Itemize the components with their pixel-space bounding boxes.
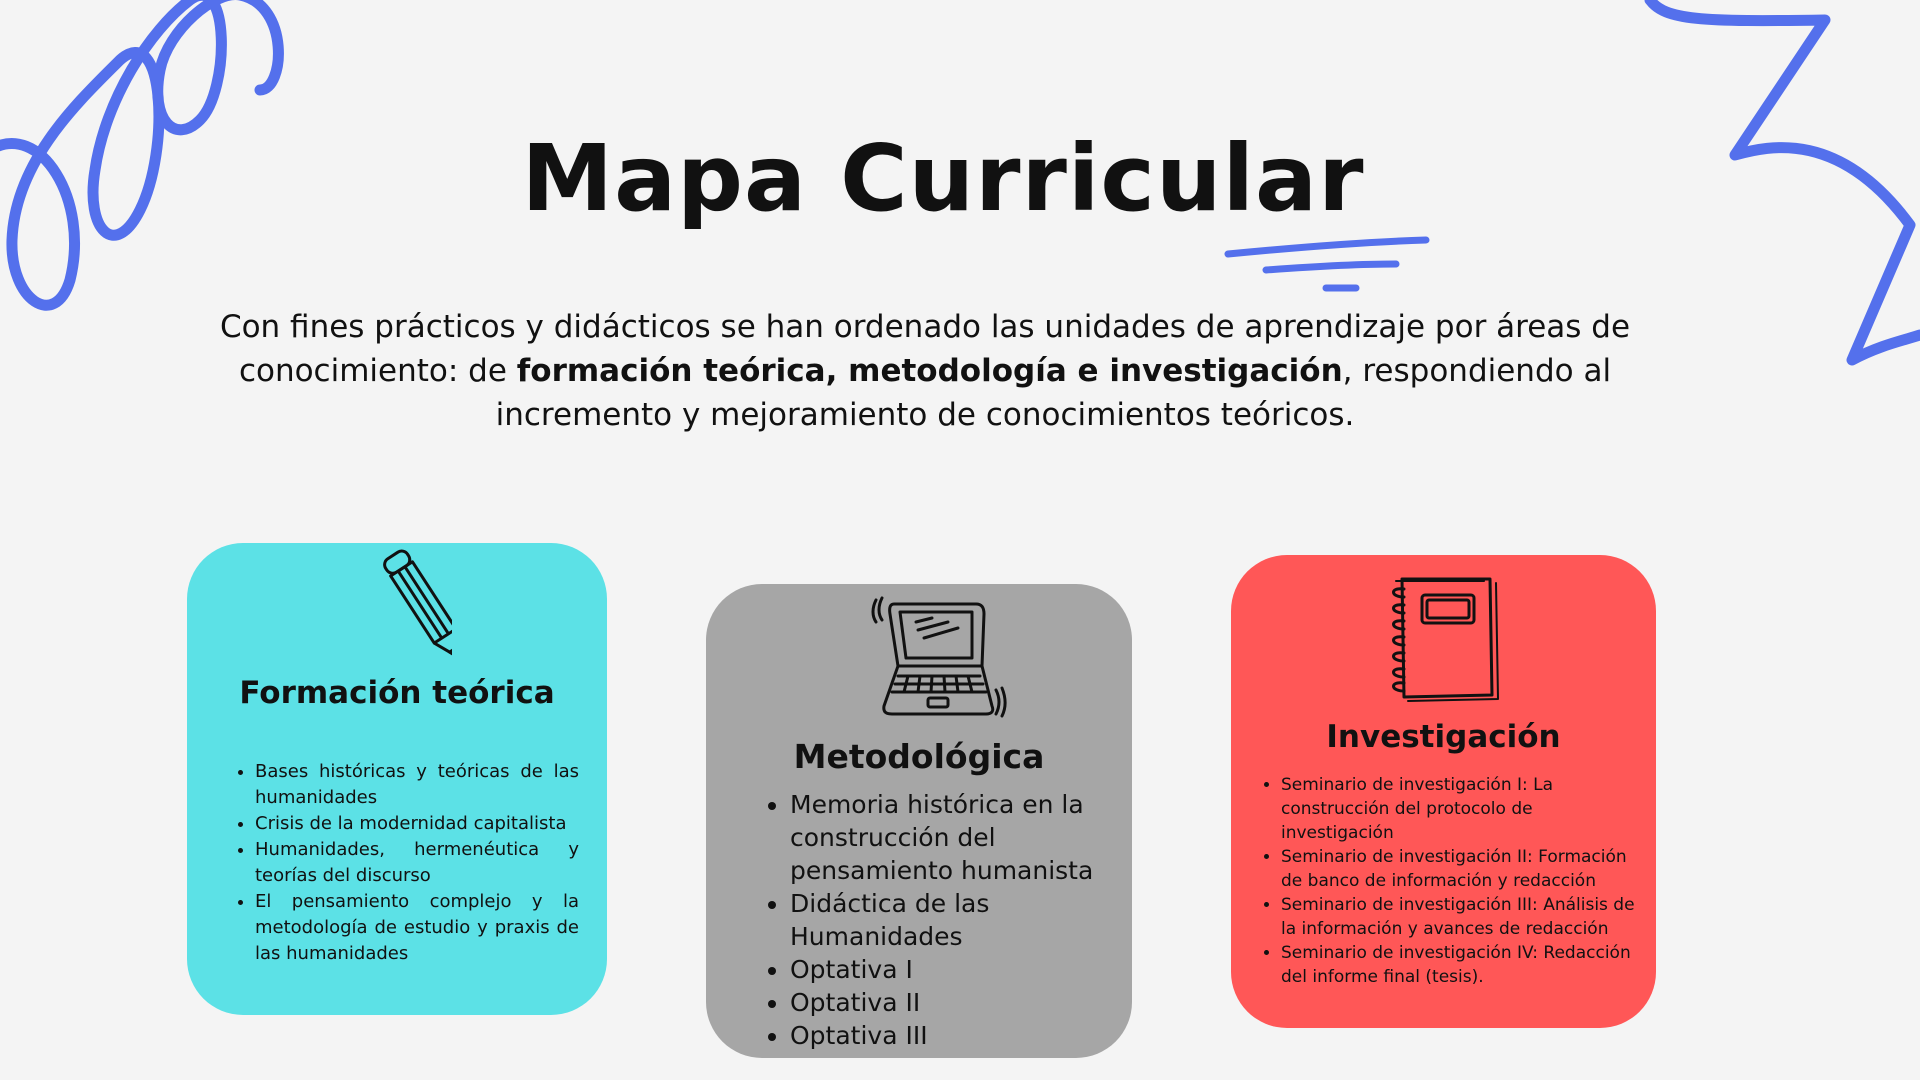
- pencil-icon: [352, 548, 452, 676]
- list-item: • Optativa I: [790, 953, 1118, 986]
- list-item: • Seminario de investigación I: La construcción del protocolo de investigación: [1281, 773, 1649, 845]
- laptop-icon: [868, 594, 1008, 722]
- intro-paragraph: [190, 305, 1660, 437]
- intro-text-end: , respondiendo al incremento y mejoramiento de conocimientos teóricos.: [495, 353, 1612, 433]
- list-item: • Crisis de la modernidad capitalista: [255, 811, 579, 837]
- list-item: • Memoria histórica en la construcción del pensamiento humanista: [790, 788, 1118, 887]
- list-item: • Didáctica de las Humanidades: [790, 887, 1118, 953]
- list-item: • Optativa II: [790, 986, 1118, 1019]
- list-item: • Bases históricas y teóricas de las humanidades: [255, 759, 579, 811]
- list-item: • Humanidades, hermenéutica y teorías del discurso: [255, 837, 579, 889]
- card-list: [768, 788, 1118, 1052]
- list-item: • El pensamiento complejo y la metodología de estudio y praxis de las humanidades: [255, 889, 579, 967]
- card-list: [1259, 773, 1649, 989]
- list-item: • Seminario de investigación IV: Redacción del informe final (tesis).: [1281, 941, 1649, 989]
- notebook-icon: [1384, 575, 1504, 705]
- intro-text-bold: formación teórica, metodología e investigación: [516, 353, 1343, 389]
- card-title: Formación teórica: [239, 675, 555, 711]
- page-title: Mapa Curricular: [521, 125, 1365, 232]
- list-item: • Seminario de investigación III: Análisis de la información y avances de redacción: [1281, 893, 1649, 941]
- intro-text-start: Con fines prácticos y didácticos se han ordenado las unidades de aprendizaje por áreas de conocimiento: de: [219, 309, 1631, 389]
- card-title: Investigación: [1326, 719, 1561, 755]
- card-list: [233, 759, 579, 967]
- card-metodologica: [706, 584, 1132, 1058]
- card-investigacion: [1231, 555, 1656, 1028]
- list-item: • Optativa III: [790, 1019, 1118, 1052]
- card-formacion-teorica: [187, 543, 607, 1015]
- list-item: • Seminario de investigación II: Formación de banco de información y redacción: [1281, 845, 1649, 893]
- card-title: Metodológica: [793, 737, 1045, 776]
- title-underline-decoration: [1220, 228, 1440, 298]
